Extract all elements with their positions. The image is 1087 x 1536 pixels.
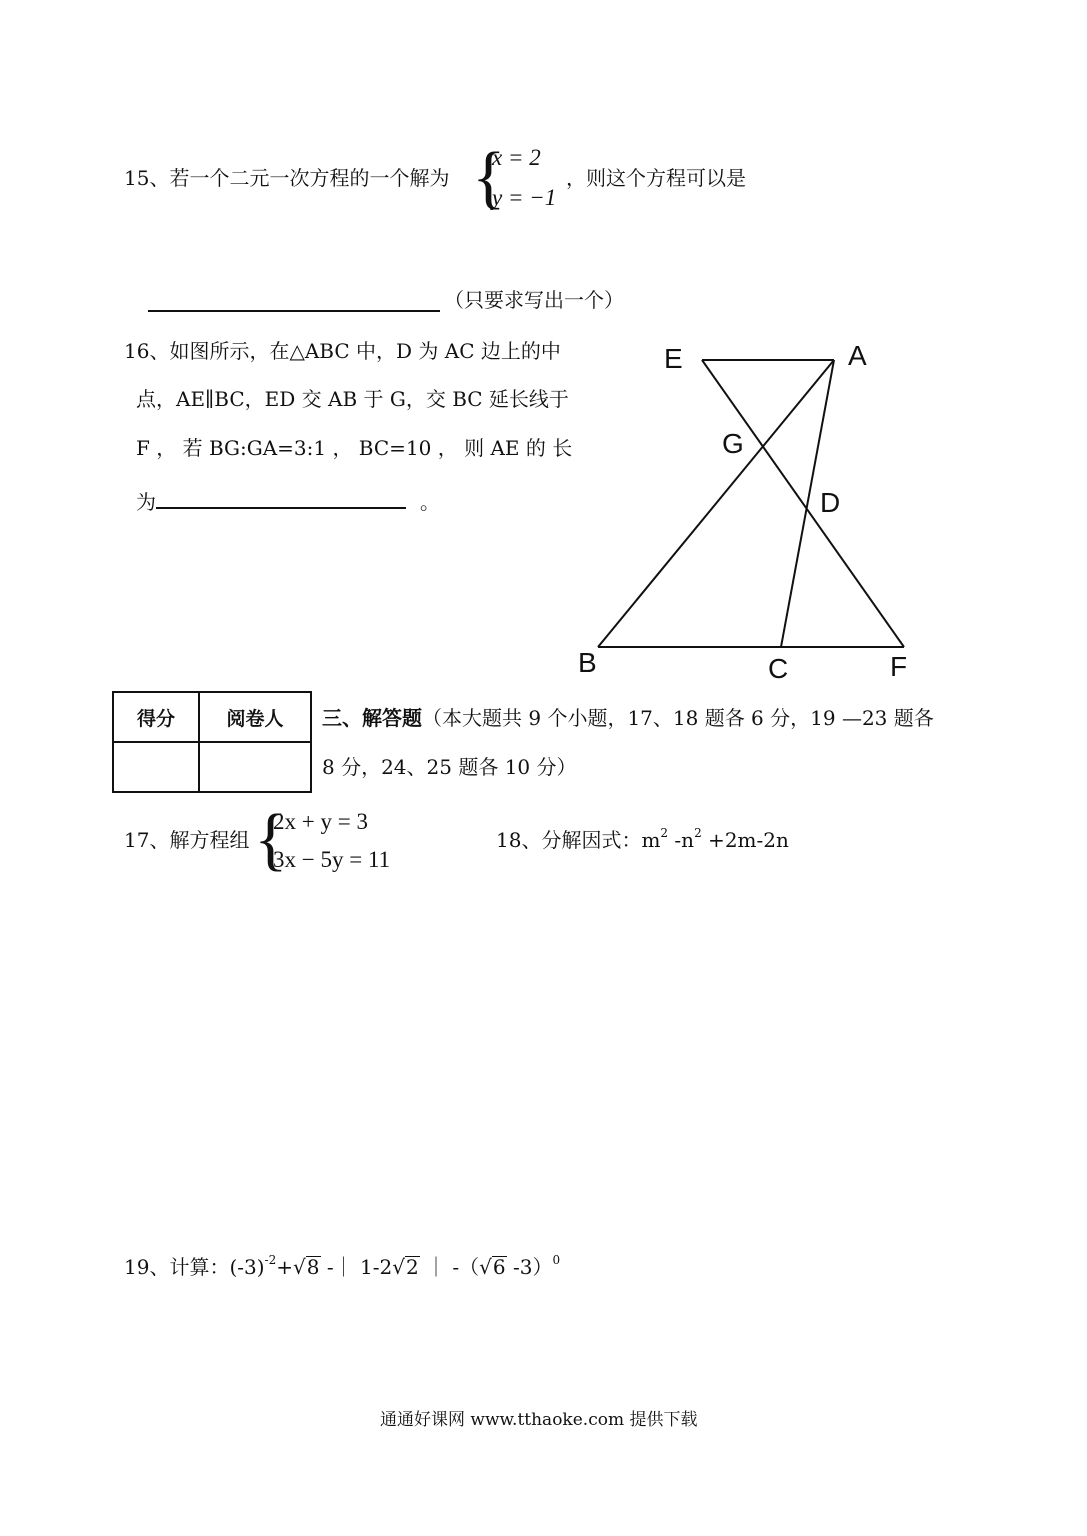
section3-desc2: 8 分，24、25 题各 10 分） xyxy=(322,755,577,779)
label-G: G xyxy=(722,428,744,459)
q18-exp2: 2 xyxy=(694,826,702,840)
sqrt-6: √6 xyxy=(479,1255,506,1279)
q17-brace: { xyxy=(254,801,288,878)
q19-exp1: -2 xyxy=(264,1253,277,1267)
q15-brace: { xyxy=(472,139,506,216)
q15-eq1: x = 2 xyxy=(492,145,541,170)
q19-label: 19、计算： xyxy=(124,1255,230,1279)
q19-prompt xyxy=(124,1253,561,1279)
q16-line3: F ， 若 BG:GA=3:1 ， BC=10 ， 则 AE 的 长 xyxy=(136,436,573,460)
q19-radicand-2: 2 xyxy=(405,1255,419,1279)
label-B: B xyxy=(578,647,597,678)
label-C: C xyxy=(768,653,789,684)
section3-title: 三、解答题 xyxy=(322,706,422,730)
q18-prompt xyxy=(496,826,789,852)
q19-part2: -｜ 1-2 xyxy=(320,1255,393,1279)
q19-part4: -3） xyxy=(506,1255,553,1279)
section3-heading xyxy=(322,708,934,728)
segment-EF xyxy=(702,360,904,647)
q15-hint: （只要求写出一个） xyxy=(444,288,624,312)
q19-part1: (-3) xyxy=(229,1255,265,1279)
grader-header: 阅卷人 xyxy=(199,692,311,742)
q18-term-m: m xyxy=(641,828,661,852)
geometry-figure xyxy=(560,330,940,690)
q16-line2: 点，AE∥BC，ED 交 AB 于 G，交 BC 延长线于 xyxy=(136,387,569,411)
label-F: F xyxy=(890,651,908,682)
footer: 通通好课网 www.tthaoke.com 提供下载 xyxy=(380,1410,698,1430)
sqrt-2: √2 xyxy=(392,1255,419,1279)
score-table xyxy=(112,691,312,793)
q16-line1: 16、如图所示，在△ABC 中，D 为 AC 边上的中 xyxy=(124,339,561,363)
q17-eq2: 3x − 5y = 11 xyxy=(273,847,391,872)
q19-radicand-6: 6 xyxy=(492,1255,506,1279)
q19-part3: ｜ -（ xyxy=(419,1255,480,1279)
label-A: A xyxy=(848,340,867,371)
score-cell[interactable] xyxy=(113,742,199,792)
score-header: 得分 xyxy=(113,692,199,742)
segment-AB xyxy=(598,360,834,647)
q18-term-n: -n xyxy=(668,828,695,852)
q18-label: 18、分解因式： xyxy=(496,828,642,852)
section3-desc1: （本大题共 9 个小题，17、18 题各 6 分，19 —23 题各 xyxy=(422,706,934,730)
grader-cell[interactable] xyxy=(199,742,311,792)
q15-text: 若一个二元一次方程的一个解为 xyxy=(169,166,450,190)
label-E: E xyxy=(664,343,683,374)
q16-answer-blank[interactable] xyxy=(156,487,406,509)
q18-term-rest: +2m-2n xyxy=(701,828,789,852)
q19-plus: + xyxy=(276,1255,294,1279)
q19-exp0: 0 xyxy=(552,1253,561,1267)
q17-label: 17、解方程组 xyxy=(124,828,250,852)
q18-exp1: 2 xyxy=(660,826,669,840)
sqrt-8: √8 xyxy=(293,1255,320,1279)
q15-eq2: y = −1 xyxy=(492,185,557,210)
q15-prompt xyxy=(124,168,449,188)
q15-tail: ，则这个方程可以是 xyxy=(566,166,746,190)
q16-line4 xyxy=(136,487,440,512)
q15-number: 15、 xyxy=(124,166,170,190)
label-D: D xyxy=(820,487,841,518)
q15-answer-blank[interactable] xyxy=(148,310,440,312)
q16-line4-suffix: 。 xyxy=(420,490,440,514)
q16-line4-prefix: 为 xyxy=(136,490,156,514)
q17-eq1: 2x + y = 3 xyxy=(273,809,368,834)
q19-radicand-8: 8 xyxy=(306,1255,320,1279)
